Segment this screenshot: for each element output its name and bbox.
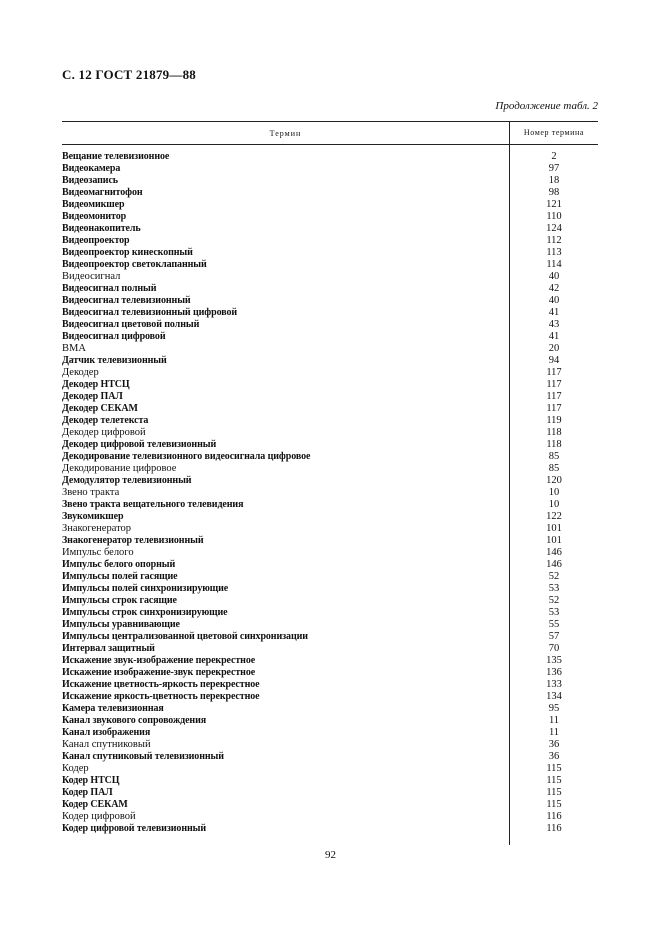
table-row [62, 727, 598, 739]
table-row [62, 151, 598, 163]
term-cell: Декодер [62, 367, 99, 378]
table-row [62, 643, 598, 655]
table-row [62, 403, 598, 415]
term-cell: Импульсы полей синхронизирующие [62, 583, 229, 594]
term-number-cell: 122 [546, 511, 562, 522]
table-row [62, 163, 598, 175]
term-cell: Импульсы централизованной цветовой синхронизации [62, 631, 308, 642]
term-number-cell: 110 [546, 211, 562, 222]
term-cell: Видеозапись [62, 175, 118, 186]
term-cell: Импульсы строк синхронизирующие [62, 607, 228, 618]
table-row [62, 271, 598, 283]
term-number-cell: 115 [546, 763, 562, 774]
column-header-term: Термин [269, 128, 302, 138]
term-cell: Видеопроектор светоклапанный [62, 259, 207, 270]
table-row [62, 547, 598, 559]
term-number-cell: 85 [548, 451, 560, 462]
table-row [62, 679, 598, 691]
term-number-cell: 146 [546, 559, 562, 570]
term-cell: Канал спутниковый телевизионный [62, 751, 224, 762]
term-number-cell: 97 [548, 163, 560, 174]
page-header: С. 12 ГОСТ 21879—88 [62, 67, 196, 82]
term-cell: Интервал защитный [62, 643, 155, 654]
term-cell: Декодер цифровой [62, 427, 146, 438]
term-number-cell: 70 [548, 643, 560, 654]
term-number-cell: 118 [546, 439, 562, 450]
table-row [62, 703, 598, 715]
term-number-cell: 85 [548, 463, 560, 474]
table-row [62, 559, 598, 571]
term-number-cell: 2 [551, 151, 557, 162]
term-number-cell: 115 [546, 787, 562, 798]
table-row [62, 775, 598, 787]
term-number-cell: 10 [548, 499, 560, 510]
term-cell: Видеопроектор кинескопный [62, 247, 193, 258]
term-number-cell: 115 [546, 799, 562, 810]
term-cell: Вещание телевизионное [62, 151, 170, 162]
term-number-cell: 41 [548, 307, 560, 318]
term-cell: Знакогенератор телевизионный [62, 535, 204, 546]
term-number-cell: 124 [546, 223, 562, 234]
term-number-cell: 121 [546, 199, 562, 210]
term-number-cell: 101 [546, 523, 562, 534]
table-row [62, 415, 598, 427]
term-cell: Кодер ПАЛ [62, 787, 113, 798]
term-number-cell: 136 [546, 667, 562, 678]
table-row [62, 475, 598, 487]
term-number-cell: 10 [548, 487, 560, 498]
term-cell: Декодирование цифровое [62, 463, 177, 474]
term-number-cell: 55 [548, 619, 560, 630]
table-row [62, 391, 598, 403]
table-row [62, 331, 598, 343]
table-row [62, 427, 598, 439]
term-cell: Видеопроектор [62, 235, 130, 246]
term-cell: Видеомикшер [62, 199, 125, 210]
term-cell: Искажение цветность-яркость перекрестное [62, 679, 260, 690]
term-cell: Звено тракта [62, 487, 120, 498]
table-row [62, 583, 598, 595]
term-number-cell: 52 [548, 571, 560, 582]
term-cell: Искажение яркость-цветность перекрестное [62, 691, 260, 702]
term-cell: Видеосигнал полный [62, 283, 157, 294]
term-number-cell: 98 [548, 187, 560, 198]
table-header [62, 121, 598, 145]
term-number-cell: 36 [548, 739, 560, 750]
term-cell: Звено тракта вещательного телевидения [62, 499, 244, 510]
term-cell: ВМА [62, 343, 86, 354]
term-number-cell: 135 [546, 655, 562, 666]
table-row [62, 367, 598, 379]
table-row [62, 307, 598, 319]
term-number-cell: 115 [546, 775, 562, 786]
term-number-cell: 40 [548, 271, 560, 282]
term-number-cell: 11 [548, 727, 560, 738]
term-cell: Декодер телетекста [62, 415, 149, 426]
term-cell: Видеокамера [62, 163, 121, 174]
table-row [62, 763, 598, 775]
term-cell: Видеонакопитель [62, 223, 141, 234]
term-cell: Искажение изображение-звук перекрестное [62, 667, 256, 678]
term-cell: Кодер [62, 763, 89, 774]
term-cell: Искажение звук-изображение перекрестное [62, 655, 256, 666]
term-cell: Знакогенератор [62, 523, 132, 534]
term-number-cell: 134 [546, 691, 562, 702]
table-row [62, 607, 598, 619]
column-header-number: Номер термина [509, 122, 598, 144]
table-row [62, 667, 598, 679]
table-row [62, 439, 598, 451]
table-row [62, 691, 598, 703]
term-number-cell: 117 [546, 391, 562, 402]
term-number-cell: 117 [546, 403, 562, 414]
table-row [62, 799, 598, 811]
term-cell: Кодер СЕКАМ [62, 799, 128, 810]
term-cell: Видеомонитор [62, 211, 127, 222]
table-row [62, 487, 598, 499]
table-row [62, 451, 598, 463]
term-cell: Звукомикшер [62, 511, 124, 522]
table-row [62, 319, 598, 331]
term-cell: Видеосигнал телевизионный [62, 295, 191, 306]
term-cell: Импульсы полей гасящие [62, 571, 178, 582]
table-row [62, 295, 598, 307]
table-row [62, 595, 598, 607]
term-cell: Канал изображения [62, 727, 151, 738]
page-number: 92 [325, 849, 336, 861]
term-number-cell: 43 [548, 319, 560, 330]
term-cell: Демодулятор телевизионный [62, 475, 192, 486]
term-number-cell: 41 [548, 331, 560, 342]
term-cell: Декодер НТСЦ [62, 379, 130, 390]
term-number-cell: 114 [546, 259, 562, 270]
table-row [62, 211, 598, 223]
table-row [62, 631, 598, 643]
term-cell: Видеомагнитофон [62, 187, 143, 198]
term-cell: Декодер цифровой телевизионный [62, 439, 217, 450]
table-row [62, 343, 598, 355]
table-row [62, 823, 598, 835]
terms-table [62, 121, 598, 839]
term-cell: Кодер цифровой [62, 811, 136, 822]
term-number-cell: 117 [546, 379, 562, 390]
term-number-cell: 42 [548, 283, 560, 294]
term-number-cell: 18 [548, 175, 560, 186]
term-cell: Декодер ПАЛ [62, 391, 123, 402]
term-number-cell: 116 [546, 823, 562, 834]
table-row [62, 187, 598, 199]
term-number-cell: 52 [548, 595, 560, 606]
table-row [62, 811, 598, 823]
term-cell: Импульсы строк гасящие [62, 595, 177, 606]
table-row [62, 511, 598, 523]
term-number-cell: 112 [546, 235, 562, 246]
term-cell: Видеосигнал [62, 271, 121, 282]
table-row [62, 223, 598, 235]
table-row [62, 463, 598, 475]
table-body [62, 145, 598, 839]
term-cell: Импульсы уравнивающие [62, 619, 180, 630]
table-row [62, 283, 598, 295]
term-cell: Импульс белого опорный [62, 559, 176, 570]
term-cell: Канал звукового сопровождения [62, 715, 207, 726]
table-row [62, 523, 598, 535]
term-number-cell: 146 [546, 547, 562, 558]
table-continuation-note: Продолжение табл. 2 [495, 100, 598, 112]
term-number-cell: 53 [548, 583, 560, 594]
term-number-cell: 117 [546, 367, 562, 378]
term-number-cell: 113 [546, 247, 562, 258]
term-number-cell: 11 [548, 715, 560, 726]
term-number-cell: 36 [548, 751, 560, 762]
term-cell: Кодер цифровой телевизионный [62, 823, 207, 834]
term-cell: Видеосигнал телевизионный цифровой [62, 307, 238, 318]
term-number-cell: 57 [548, 631, 560, 642]
table-row [62, 199, 598, 211]
term-number-cell: 118 [546, 427, 562, 438]
table-row [62, 535, 598, 547]
term-cell: Датчик телевизионный [62, 355, 167, 366]
term-number-cell: 95 [548, 703, 560, 714]
term-cell: Видеосигнал цветовой полный [62, 319, 200, 330]
term-number-cell: 20 [548, 343, 560, 354]
table-row [62, 379, 598, 391]
term-cell: Кодер НТСЦ [62, 775, 120, 786]
table-row [62, 499, 598, 511]
term-number-cell: 94 [548, 355, 560, 366]
table-row [62, 739, 598, 751]
table-row [62, 235, 598, 247]
term-cell: Канал спутниковый [62, 739, 151, 750]
term-number-cell: 133 [546, 679, 562, 690]
term-cell: Декодирование телевизионного видеосигнала цифровое [62, 451, 311, 462]
table-row [62, 787, 598, 799]
table-row [62, 715, 598, 727]
table-row [62, 655, 598, 667]
term-cell: Импульс белого [62, 547, 134, 558]
term-cell: Камера телевизионная [62, 703, 164, 714]
term-number-cell: 120 [546, 475, 562, 486]
term-cell: Декодер СЕКАМ [62, 403, 138, 414]
term-number-cell: 116 [546, 811, 562, 822]
term-number-cell: 101 [546, 535, 562, 546]
table-row [62, 571, 598, 583]
table-row [62, 259, 598, 271]
term-number-cell: 53 [548, 607, 560, 618]
table-row [62, 355, 598, 367]
term-number-cell: 40 [548, 295, 560, 306]
table-row [62, 175, 598, 187]
term-number-cell: 119 [546, 415, 562, 426]
table-row [62, 247, 598, 259]
table-row [62, 751, 598, 763]
table-row [62, 619, 598, 631]
term-cell: Видеосигнал цифровой [62, 331, 166, 342]
